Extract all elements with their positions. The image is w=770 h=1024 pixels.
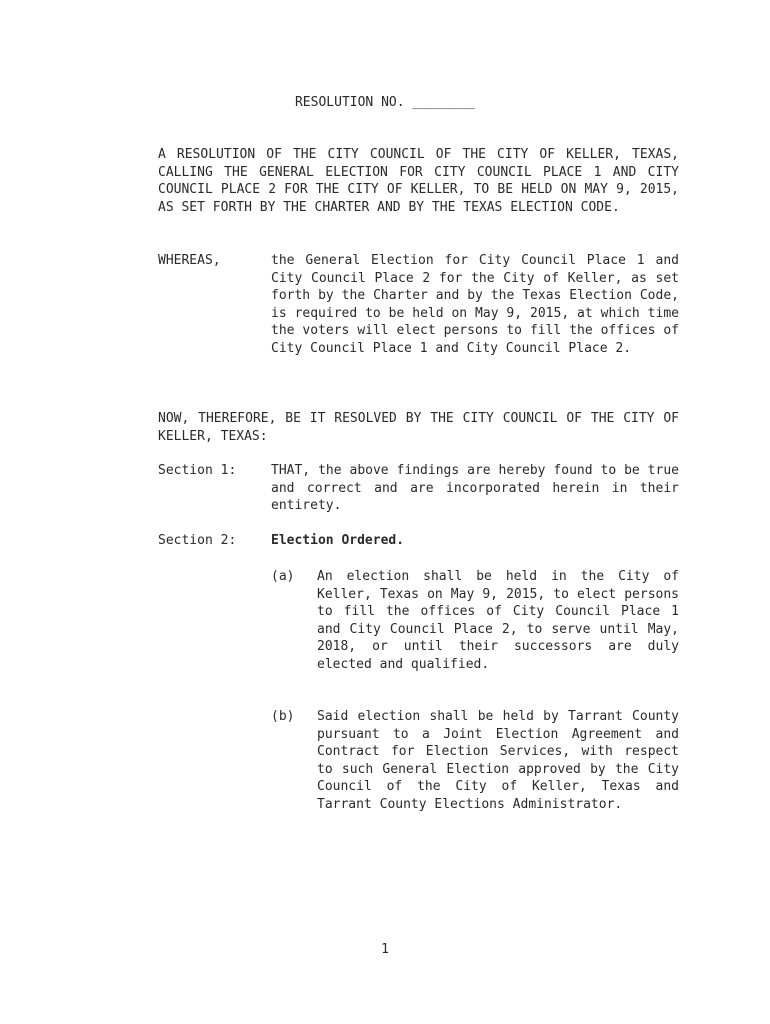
page-number: 1	[381, 942, 389, 957]
section-2-label: Section 2:	[158, 533, 237, 548]
section-1-label: Section 1:	[158, 463, 237, 478]
item-a-marker: (a)	[271, 569, 295, 584]
resolved-statement: NOW, THEREFORE, BE IT RESOLVED BY THE CITY COUNCIL OF THE CITY OF KELLER, TEXAS:	[158, 411, 679, 444]
section-2-heading: Election Ordered.	[271, 533, 405, 548]
item-b-text: Said election shall be held by Tarrant County pursuant to a Joint Election Agreement and Contract for Election Services, with respect to such General Election approved by the City Council of the City of Keller, Texas and Tarrant County Elections Administrator.	[317, 709, 679, 812]
resolution-title: RESOLUTION NO. ________	[294, 95, 475, 110]
resolution-preamble: A RESOLUTION OF THE CITY COUNCIL OF THE CITY OF KELLER, TEXAS, CALLING THE GENERAL ELECTION FOR CITY COUNCIL PLACE 1 AND CITY COUNCIL PLACE 2 FOR THE CITY OF KELLER, TO BE HELD ON MAY 9, 2015, AS SET FORTH BY THE CHARTER AND BY THE TEXAS ELECTION CODE.	[158, 147, 679, 215]
section-1-text: THAT, the above findings are hereby found to be true and correct and are incorporated herein in their entirety.	[271, 463, 679, 514]
whereas-label: WHEREAS,	[158, 253, 221, 268]
whereas-text: the General Election for City Council Place 1 and City Council Place 2 for the City of Keller, as set forth by the Charter and by the Texas Election Code, is required to be held on May 9, 2015, at which time the voters will elect persons to fill the offices of City Council Place 1 and City Council Place 2.	[271, 253, 679, 356]
item-a-text: An election shall be held in the City of Keller, Texas on May 9, 2015, to elect persons to fill the offices of City Council Place 1 and City Council Place 2, to serve until May, 2018, or until their successors are duly elected and qualified.	[317, 569, 679, 672]
item-b-marker: (b)	[271, 709, 295, 724]
